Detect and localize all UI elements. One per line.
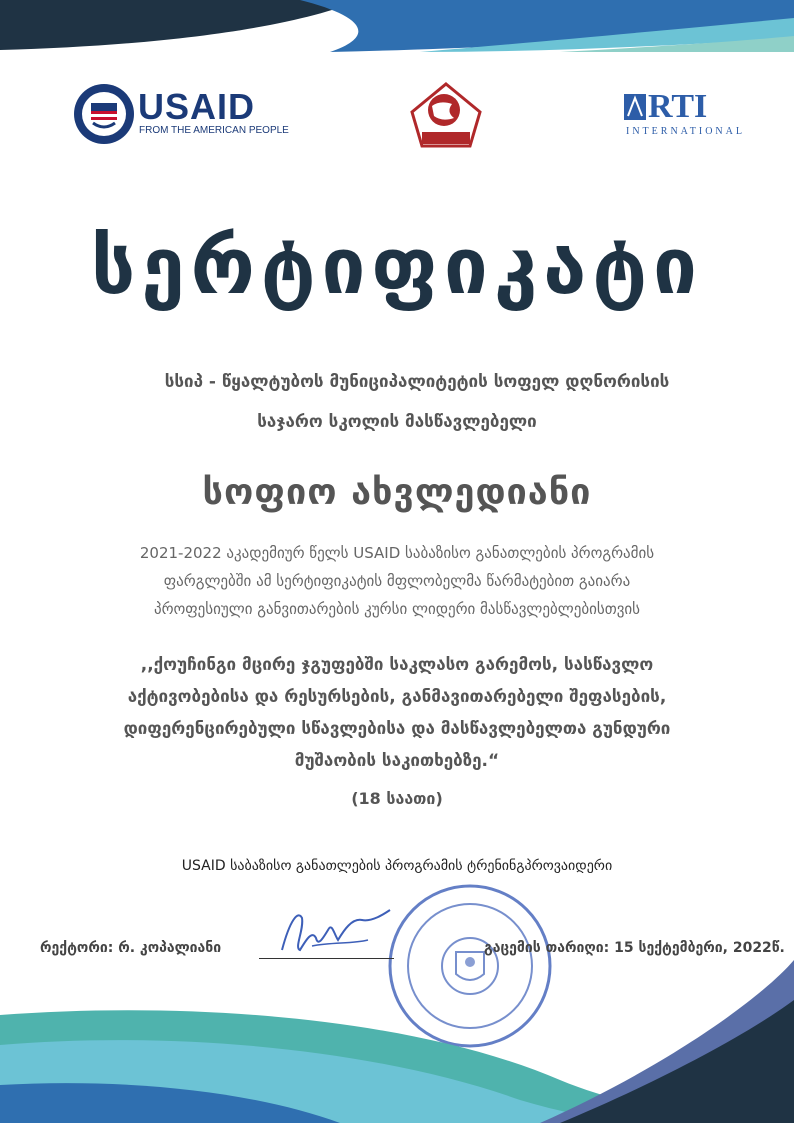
signature-underline — [259, 958, 394, 959]
course-line-2: აქტივობებისა და რესურსების, განმავითარებელი შეფასების, — [127, 687, 667, 707]
body-line-1: 2021-2022 აკადემიურ წელს USAID საბაზისო განათლების პროგრამის — [139, 544, 655, 562]
issue-date: გაცემის თარიღი: 15 სექტემბერი, 2022წ. — [484, 940, 785, 956]
school-line-2: საჯარო სკოლის მასწავლებელი — [257, 412, 537, 432]
rti-mark-icon — [624, 94, 646, 120]
recipient-name: სოფიო ახვლედიანი — [202, 472, 592, 513]
rti-subtitle: INTERNATIONAL — [626, 126, 745, 137]
course-line-4: მუშაობის საკითხებზე.“ — [294, 751, 500, 771]
top-wave-decoration — [0, 0, 794, 60]
body-line-2: ფარგლებში ამ სერტიფიკატის მფლობელმა წარმატებით გაიარა — [163, 572, 631, 590]
body-line-3: პროფესიული განვითარების კურსი ლიდერი მასწავლებლებისთვის — [153, 600, 641, 618]
course-line-3: დიფერენცირებული სწავლებისა და მასწავლებელთა გუნდური — [123, 719, 671, 739]
globe-book-emblem-icon — [410, 82, 482, 148]
usaid-seal-icon — [73, 83, 135, 145]
bottom-wave-decoration — [0, 960, 794, 1123]
course-hours: (18 საათი) — [351, 789, 443, 808]
rector-signature-label: რექტორი: რ. კოპალიანი — [40, 940, 222, 956]
usaid-tagline: FROM THE AMERICAN PEOPLE — [139, 125, 289, 136]
signature-icon — [272, 900, 392, 962]
certificate-title: სერტიფიკატი — [91, 222, 703, 312]
usaid-wordmark: USAID — [138, 86, 256, 127]
provider-line: USAID საბაზისო განათლების პროგრამის ტრენინგპროვაიდერი — [181, 858, 613, 874]
rti-wordmark: RTI — [648, 88, 708, 125]
school-line-1: სსიპ - წყალტუბოს მუნიციპალიტეტის სოფელ დღნორისის — [164, 372, 670, 392]
course-line-1: ,,ქოუჩინგი მცირე ჯგუფებში საკლასო გარემოს, სასწავლო — [140, 655, 654, 675]
